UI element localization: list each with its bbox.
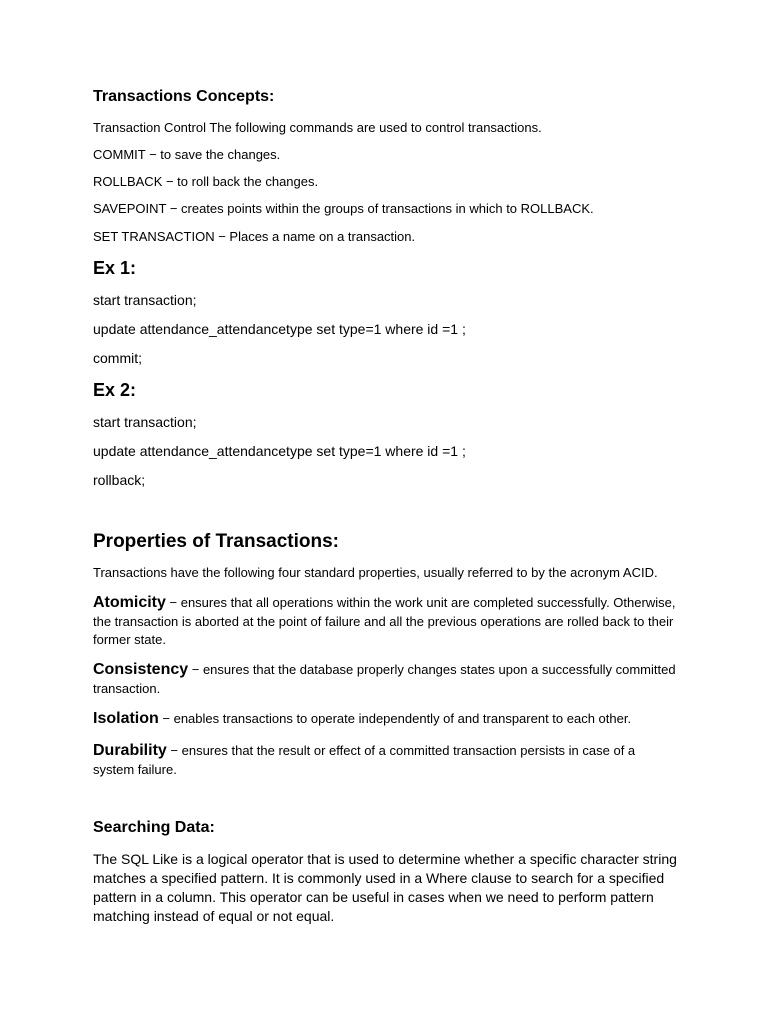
ex1-code-line: update attendance_attendancetype set type=1 where id =1 ;	[93, 321, 466, 337]
property-isolation	[93, 710, 678, 729]
searching-paragraph: The SQL Like is a logical operator that is used to determine whether a specific character string matches a specified pattern. It is commonly used in a Where clause to search for a specified pattern in a column. This operator can be useful in cases when we need to perform pattern matching instead of equal or not equal.	[93, 851, 677, 924]
savepoint-line: SAVEPOINT − creates points within the groups of transactions in which to ROLLBACK.	[93, 201, 594, 216]
ex1-code-line: start transaction;	[93, 292, 197, 308]
rollback-line: ROLLBACK − to roll back the changes.	[93, 174, 319, 189]
section-heading-transactions-concepts: Transactions Concepts:	[93, 88, 275, 105]
property-description: − enables transactions to operate independently of and transparent to each other.	[158, 711, 632, 726]
property-durability	[93, 742, 678, 779]
section-heading-properties: Properties of Transactions:	[93, 531, 340, 552]
property-consistency	[93, 661, 678, 698]
example-1-heading: Ex 1:	[93, 258, 137, 278]
property-description: − ensures that the result or effect of a committed transaction persists in case of a system failure.	[93, 743, 636, 777]
ex1-code-line: commit;	[93, 350, 142, 366]
property-term: Durability	[93, 742, 167, 759]
properties-intro: Transactions have the following four standard properties, usually referred to by the acronym ACID.	[93, 565, 658, 580]
ex2-code-line: update attendance_attendancetype set type=1 where id =1 ;	[93, 443, 466, 459]
property-description: − ensures that all operations within the work unit are completed successfully. Otherwise, the transaction is aborted at the point of failure and all the previous operations are rolled back to their former state.	[93, 595, 676, 647]
property-description: − ensures that the database properly changes states upon a successfully committed transaction.	[93, 662, 676, 696]
property-term: Isolation	[93, 710, 159, 727]
commit-line: COMMIT − to save the changes.	[93, 147, 281, 162]
transaction-control-line: Transaction Control The following commands are used to control transactions.	[93, 120, 542, 135]
ex2-code-line: rollback;	[93, 472, 146, 488]
ex2-code-line: start transaction;	[93, 414, 197, 430]
section-heading-searching-data: Searching Data:	[93, 819, 215, 836]
property-atomicity	[93, 594, 678, 650]
example-2-heading: Ex 2:	[93, 380, 137, 400]
property-term: Atomicity	[93, 594, 166, 611]
property-term: Consistency	[93, 661, 189, 678]
set-transaction-line: SET TRANSACTION − Places a name on a transaction.	[93, 229, 416, 244]
